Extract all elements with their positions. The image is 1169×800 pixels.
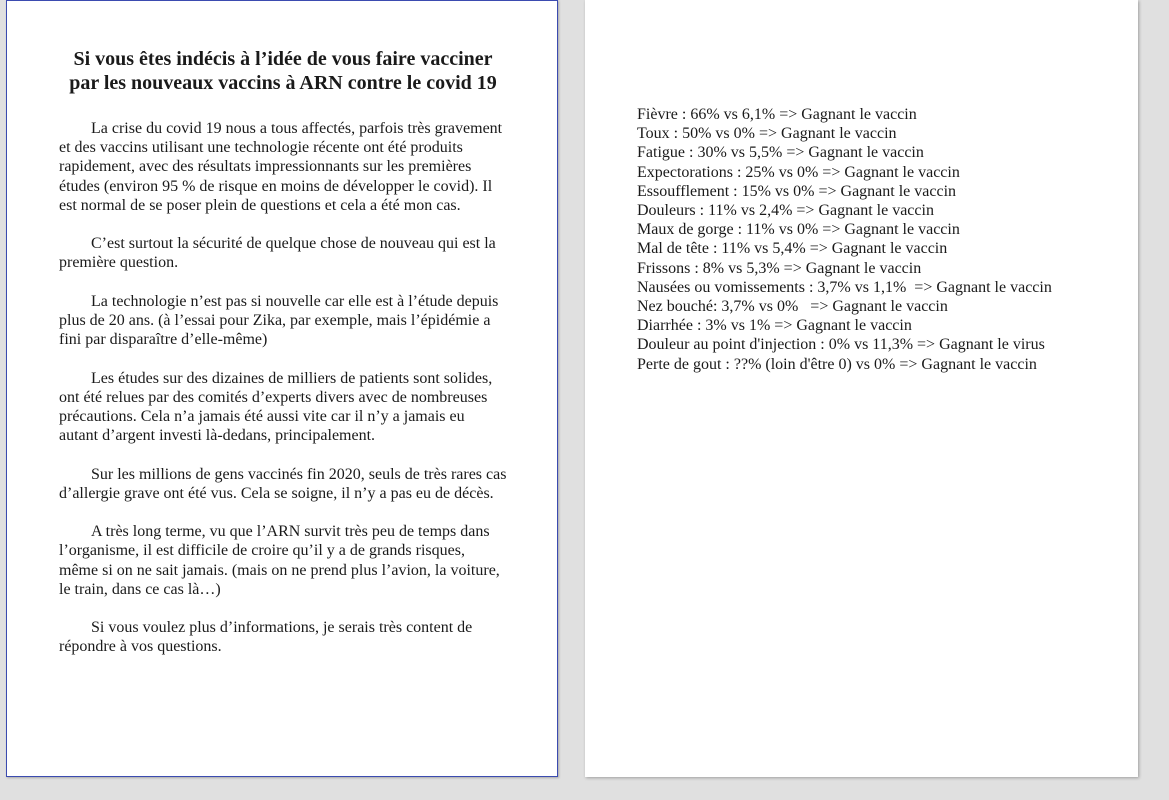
- symptom-line: Fièvre : 66% vs 6,1% => Gagnant le vaccin: [637, 106, 917, 123]
- title-line-2: par les nouveaux vaccins à ARN contre le covid 19: [69, 72, 497, 94]
- document-title: [7, 47, 559, 95]
- symptom-line: Mal de tête : 11% vs 5,4% => Gagnant le vaccin: [637, 240, 948, 258]
- symptom-line: Perte de gout : ??% (loin d'être 0) vs 0% => Gagnant le vaccin: [637, 355, 1037, 373]
- paragraph: Les études sur des dizaines de milliers de patients sont solides, ont été relues par des comités d’experts divers avec de nombreuses précautions. Cela n’a jamais été aussi vite car il n’y a jamais eu autant d’argent investi là-dedans, principalement.: [59, 369, 493, 445]
- symptom-comparison-list: [637, 105, 1117, 374]
- symptom-line: Douleurs : 11% vs 2,4% => Gagnant le vaccin: [637, 202, 934, 220]
- paragraph: La technologie n’est pas si nouvelle car elle est à l’étude depuis plus de 20 ans. (à l’essai pour Zika, par exemple, mais l’épidémie a fini par disparaître d’elle-même): [59, 292, 499, 349]
- body-text: [59, 119, 507, 676]
- symptom-line: Diarrhée : 3% vs 1% => Gagnant le vaccin: [637, 317, 912, 335]
- paragraph: Si vous voulez plus d’informations, je serais très content de répondre à vos questions.: [59, 619, 473, 656]
- document-page-2: [585, 0, 1138, 777]
- symptom-line: Expectorations : 25% vs 0% => Gagnant le vaccin: [637, 163, 960, 181]
- symptom-line: Maux de gorge : 11% vs 0% => Gagnant le vaccin: [637, 221, 960, 239]
- paragraph: La crise du covid 19 nous a tous affectés, parfois très gravement et des vaccins utilisant une technologie récente ont été produits rapidement, avec des résultats impressionnants sur les premières études (environ 95 % de risque en moins de développer le covid). Il est normal de se poser plein de questions et cela a été mon cas.: [59, 120, 503, 214]
- symptom-line: Frissons : 8% vs 5,3% => Gagnant le vaccin: [637, 259, 922, 277]
- title-line-1: Si vous êtes indécis à l’idée de vous faire vacciner: [73, 48, 493, 70]
- symptom-line: Douleur au point d'injection : 0% vs 11,3% => Gagnant le virus: [637, 336, 1045, 354]
- document-page-1: [6, 0, 558, 777]
- symptom-line: Essoufflement : 15% vs 0% => Gagnant le vaccin: [637, 182, 957, 200]
- symptom-line: Toux : 50% vs 0% => Gagnant le vaccin: [637, 125, 897, 143]
- paragraph: Sur les millions de gens vaccinés fin 2020, seuls de très rares cas d’allergie grave ont été vus. Cela se soigne, il n’y a pas eu de décès.: [59, 465, 507, 502]
- paragraph: C’est surtout la sécurité de quelque chose de nouveau qui est la première question.: [59, 235, 496, 272]
- symptom-line: Nausées ou vomissements : 3,7% vs 1,1% => Gagnant le vaccin: [637, 278, 1052, 296]
- symptom-line: Fatigue : 30% vs 5,5% => Gagnant le vaccin: [637, 144, 924, 162]
- symptom-line: Nez bouché: 3,7% vs 0% => Gagnant le vaccin: [637, 298, 948, 316]
- paragraph: A très long terme, vu que l’ARN survit très peu de temps dans l’organisme, il est difficile de croire qu’il y a de grands risques, même si on ne sait jamais. (mais on ne prend plus l’avion, la voiture, le train, dans ce cas là…): [59, 523, 500, 598]
